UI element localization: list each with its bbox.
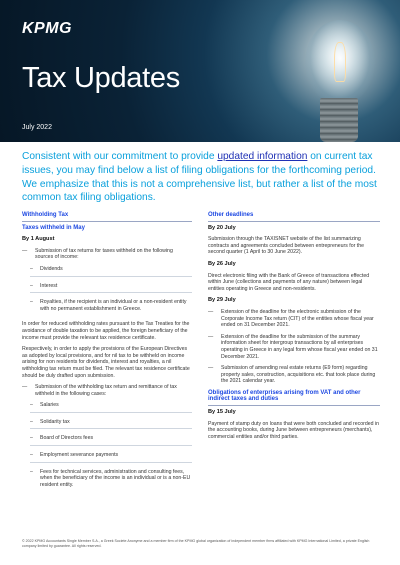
dash-bullet: — — [22, 384, 28, 391]
intro-text-start: Consistent with our commitment to provide — [22, 151, 218, 162]
sub-list-item-text: Salaries — [40, 402, 59, 409]
paragraph: Respectively, in order to apply the provisions of the European Directives as adopted by local provisions, and for nil tax to be withheld on income arising for non residents for dividends, interest and royalties, a nil withholding tax return must be filed. The relevant tax residence certificate should be duly drafted upon submission. — [22, 346, 190, 379]
updated-information-link[interactable]: updated information — [217, 151, 308, 162]
sub-list-item-text: Dividends — [40, 265, 63, 272]
list-item-text: Submission of tax returns for taxes withheld on the following sources of income: — [35, 247, 173, 261]
sub-list-item-text: Interest — [40, 282, 58, 289]
list-item-text: Submission of amending real estate returns (E9 form) regarding property sales, construction, acquisitions etc. that took place during the 2021 calendar year. — [221, 365, 376, 385]
sub-list-item-text: Employment severance payments — [40, 452, 119, 459]
sub-list-item-text: Solidarity tax — [40, 418, 70, 425]
dash-bullet: — — [208, 333, 214, 340]
dash-bullet: — — [208, 365, 214, 372]
deadline-date: By 29 July — [208, 297, 236, 304]
dash-bullet: — — [22, 247, 28, 254]
paragraph: Submission through the TAXISNET website of the list summarizing contracts and agreements concluded between entrepreneurs for the second quarter (1 April to 30 June 2022). — [208, 236, 365, 256]
bulb-base — [320, 98, 358, 142]
sub-list-item-text: Board of Directors fees — [40, 435, 94, 442]
sub-list-item: – Royalties, if the recipient is an individual or a non-resident entity with no permanent establishment in Greece. — [30, 299, 192, 315]
deadline-date: By 15 July — [208, 409, 236, 416]
intro-text-end: on current tax issues, you may find below a list of filing obligations for the forthcoming period. We emphasize that this is not a comprehensive list, but rather a list of the most common tax filing obligations. — [22, 151, 377, 204]
list-item — [208, 309, 380, 329]
sub-list-item-text: Royalties, if the recipient is an individual or a non-resident entity with no permanent establishment in Greece. — [40, 299, 187, 312]
sub-list-item: – Board of Directors fees — [30, 435, 192, 446]
list-item-text: Extension of the deadline for the electronic submission of the Corporate Income Tax return (CIT) of the entities whose fiscal year ended on 31 December 2021. — [221, 308, 374, 329]
header-banner — [0, 0, 400, 142]
intro-paragraph — [22, 150, 382, 205]
vat-obligations-heading: Obligations of enterprises arising from VAT and other indirect taxes and duties — [208, 390, 380, 406]
other-deadlines-heading: Other deadlines — [208, 212, 380, 222]
sub-list-item: – Fees for technical services, administration and consulting fees, when the beneficiary of the income is an individual or is a non-EU resident entity. — [30, 468, 191, 488]
paragraph: Direct electronic filing with the Bank of Greece of transactions effected within June (collections and payments of any nature) between legal entities operating in Greece and non-residents. — [208, 272, 370, 292]
page-title: Tax Updates — [22, 62, 180, 94]
list-item — [208, 365, 380, 385]
list-item-text: Extension of the deadline for the submission of the summary information sheet for intergroup transactions by all enterprises operating in Greece in any legal form whose fiscal year ended on 31 December 2021. — [221, 333, 378, 360]
sub-list-item: – Employment severance payments — [30, 452, 192, 463]
sub-list-item: – Solidarity tax — [30, 419, 192, 430]
sub-list-item: – Salaries — [30, 402, 192, 413]
kpmg-logo: KPMG — [22, 20, 72, 37]
paragraph: In order for reduced withholding rates pursuant to the Tax Treaties for the avoidance of double taxation to be applied, the foreign beneficiary of the income must provide the relevant tax residence certificate. — [22, 321, 190, 341]
taxes-withheld-heading: Taxes withheld in May — [22, 224, 85, 231]
deadline-date: By 26 July — [208, 260, 236, 267]
sub-list-item-text: Fees for technical services, administration and consulting fees, when the beneficiary of the income is an individual or is a non-EU resident entity. — [40, 468, 191, 488]
deadline-date: By 20 July — [208, 224, 236, 231]
list-item — [22, 384, 192, 397]
list-item — [208, 334, 380, 360]
left-column — [22, 212, 192, 497]
issue-date: July 2022 — [22, 124, 52, 131]
paragraph: Payment of stamp duty on loans that were both concluded and recorded in the accounting books, during June between entrepreneurs (merchants), commercial entities and/or third parties. — [208, 420, 380, 440]
bulb-filament — [334, 42, 346, 82]
copyright-footer: © 2022 KPMG Accountants Single Member S.A., a Greek Societe Anonyme and a member firm of the KPMG global organization of independent member firms affiliated with KPMG International Limited, a private English company limited by guarantee. All rights reserved. — [22, 539, 370, 548]
list-item — [22, 248, 192, 261]
dash-bullet: — — [208, 308, 214, 315]
sub-list-item: – Dividends — [30, 266, 192, 277]
withholding-tax-heading: Withholding Tax — [22, 212, 192, 222]
deadline-date: By 1 August — [22, 236, 55, 243]
right-column — [208, 212, 380, 445]
sub-list-item: – Interest — [30, 283, 192, 294]
list-item-text: Submission of the withholding tax return and remittance of tax withheld in the following cases: — [35, 384, 177, 397]
